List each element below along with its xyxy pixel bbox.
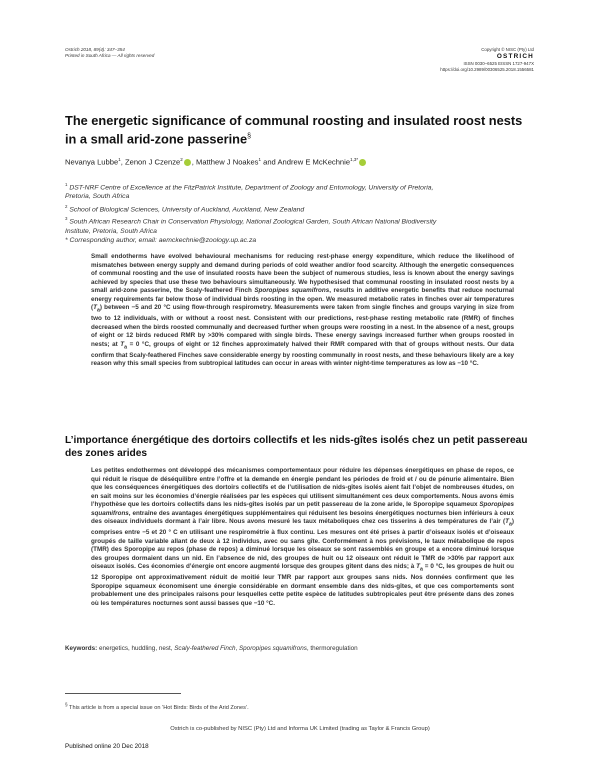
keywords-label: Keywords: [65, 645, 98, 652]
french-title: L’importance énergétique des dortoirs collectifs et les nids-gîtes isolés chez un petit passereau des zones arides [65, 435, 528, 459]
temp-symbol: T [416, 563, 420, 571]
abstract-text: = 0 °C, groups of eight or 12 finches approximately halved their RMR compared with that of groups without nests. Our data confirm that Scaly-feathered Finches save considerable energy by roosting communally in roost nests, and these behaviours likely are a key reason why this small species from subtropical latitudes can occur in areas with winter night-time temperatures as low as −10 °C. [91, 340, 514, 368]
author-name: Zenon J Czenze [124, 157, 181, 167]
affiliation-line [65, 227, 537, 236]
abstract-text: Small endotherms have evolved behavioural mechanisms for reducing rest-phase energy expenditure, which reduce the likelihood of mismatches between energy supply and demand during periods of cold weather and/or food scarcity. Although the energetic consequences of communal roosting and the use of insulated roosts have been the subject of numerous studies, less is known about the energy savings achieved by species that use these two behaviours simultaneously. We hypothesised that communal roosting in insulated roost nests by a small arid-zone passerine, the Scaly-feathered Finch [91, 253, 514, 295]
keywords [65, 645, 535, 652]
author-affil-sup: 1 [118, 157, 121, 162]
orcid-icon[interactable] [359, 159, 366, 166]
keyword-italic: Scaly-feathered Finch [174, 645, 236, 652]
abstract-text: ) between −5 and 20 °C using flow-through respirometry. Measurements were taken from single finches and groups varying in size from two to 12 individuals, with or without a roost nest. Consistent with our predictions, rest-phase resting metabolic rate (RMR) of finches decreased when the birds roosted communally and decreased further when groups were roosting in a nest. In the absence of a nest, groups of eight or 12 birds reduced RMR by >30% compared with single birds. These energy savings increased further when groups roosted in nests; at [91, 304, 514, 348]
keyword-italic: Sporopipes squamifrons [238, 645, 307, 652]
author-list [65, 157, 367, 167]
printed-line: Printed in South Africa — All rights reserved [65, 53, 155, 59]
author-affil-sup: 1 [258, 157, 261, 162]
author-name: Matthew J Noakes [196, 157, 259, 167]
temp-symbol: T [120, 340, 125, 348]
journal-citation-block [65, 47, 154, 60]
author-name: Nevanya Lubbe [65, 157, 119, 167]
journal-info-block [440, 47, 534, 74]
published-online: Published online 20 Dec 2018 [65, 743, 149, 750]
affiliation-line [65, 202, 537, 214]
footnote-text: This article is from a special issue on ‘Hot Birds: Birds of the Arid Zones’. [67, 704, 249, 711]
citation-line: Ostrich 2018, 89(4): 347–354 [65, 47, 125, 52]
author-and: and [260, 157, 278, 167]
affiliation-sup: 2 [65, 203, 68, 209]
title-line-2 [65, 129, 535, 147]
affiliations [65, 180, 537, 245]
resume-text: ) comprises entre −5 et 20 ° C en utilisant une respirométrie à flux continu. Les mesures ont été prises à partir d’oiseaux isolés et d’oiseaux groupés de taille variable allant de deux à 12 individus, avec ou sans gîte. Conformément à nos prévisions, le taux métabolique de repos (TMR) des Sporopipe au repos (phase de repos) a diminué lorsque les oiseaux se sont rassemblés en groupe et a encore diminué lorsque des groupes dormaient dans un nid. En l’absence de nid, des groupes de huit ou 12 oiseaux ont réduit le TMR de >30% par rapport aux oiseaux isolés. Ces économies d’énergie ont encore augmenté lorsque des groupes gîtent dans des nids; à [91, 518, 514, 571]
affiliation-text: Pretoria, South Africa [65, 193, 130, 201]
species-name: Sporopipes squamifrons [254, 287, 330, 295]
affiliation-text: DST-NRF Centre of Excellence at the FitzPatrick Institute, Department of Zoology and Entomology, University of Pretoria, [69, 184, 434, 192]
footnote [65, 702, 249, 711]
abstract [91, 253, 514, 369]
affiliation-sup: 1 [65, 182, 68, 187]
keywords-text: energetics, huddling, nest, [97, 645, 175, 652]
resume-text: , entraîne des avantages énergétiques supplémentaires qui réduisent les besoins énergétiques nocturnes bien inférieurs à ceux des oiseaux individuels dormant à l’air libre. Nous avons mesuré les taux métaboliques chez ces tisserins à des températures de l’air ( [91, 509, 514, 526]
corresponding-author-text[interactable]: * Corresponding author, email: aemckechnie@zoology.up.ac.za [65, 236, 257, 244]
article-title [65, 113, 535, 147]
doi-link[interactable]: https://doi.org/10.2989/00306525.2018.1556581 [440, 67, 534, 73]
affiliation-sup: 3 [65, 216, 68, 222]
temp-symbol: T [505, 518, 509, 526]
orcid-icon[interactable] [184, 159, 191, 166]
resume-text: Les petites endothermes ont développé des mécanismes comportementaux pour réduire les dépenses énergétiques en phase de repos, ce qui réduit le risque de déséquilibre entre l’offre et la demande en énergie pendant les périodes de froid et / ou de pénurie alimentaire. Bien que les conséquences énergétiques des dortoirs collectifs et de l’utilisation de nids-gîtes isolés aient fait l’objet de nombreuses études, on en sait moins sur les économies d’énergie réalisées par les espèces qui utilisent simultanément ces deux comportements. Nous avons émis l’hypothèse que les dortoirs collectifs dans les nids-gîtes isolés par un petit passereau de la zone aride, le Sporopipe squameux [91, 467, 514, 509]
corresponding-author [65, 236, 537, 245]
title-line-2-text: in a small arid-zone passerine [65, 131, 248, 147]
species-name: Sporopipes squamifrons [91, 501, 514, 517]
copyright-line: Copyright © NISC (Pty) Ltd [481, 47, 534, 52]
temp-subscript: a [124, 343, 128, 350]
copublisher-note: Ostrich is co-published by NISC (Pty) Ltd and Informa UK Limited (trading as Taylor & Francis Group) [170, 726, 430, 732]
affiliation-line [65, 214, 537, 226]
affiliation-line [65, 180, 537, 192]
affiliation-text: School of Biological Sciences, University of Auckland, Auckland, New Zealand [69, 205, 305, 213]
temp-subscript: a [96, 307, 100, 314]
title-footnote-mark[interactable]: § [247, 133, 251, 140]
temp-symbol: T [93, 304, 97, 312]
affiliation-line [65, 192, 537, 201]
author-separator: , [120, 157, 125, 167]
abstract-text: , results in additive energetic benefits that reduce nocturnal energy requirements far below those of individual birds roosting in the open. We measured metabolic rates in finches over air temperatures ( [91, 287, 514, 312]
author-affil-sup: 2 [180, 157, 183, 162]
affiliation-text: South African Research Chair in Conservation Physiology, National Zoological Garden, South African National Biodiversity [69, 218, 437, 226]
temp-subscript: a [508, 521, 512, 528]
footnote-divider [65, 693, 181, 694]
footnote-mark: § [65, 702, 68, 707]
french-abstract [91, 467, 514, 608]
keywords-text: , [235, 645, 239, 652]
author-separator: , [191, 157, 196, 167]
author-name: Andrew E McKechnie [277, 157, 351, 167]
resume-text: = 0 °C, les groupes de huit ou 12 Sporopipe ont approximativement réduit de moitié leur TMR par rapport aux groupes sans nids. Nos données confirment que les Sporopipe squameux économisent une énergie considérable en dormant ensemble dans des nids-gîtes, et que ces comportements sont probablement une des principales raisons pour lesquelles cette petite espèce de latitudes subtropicales peut être présente dans des zones où les températures nocturnes sont aussi basses que −10 °C. [91, 563, 514, 607]
journal-name: OSTRICH [496, 52, 534, 60]
title-line-1: The energetic significance of communal roosting and insulated roost nests [65, 113, 523, 128]
temp-subscript: a [420, 566, 423, 573]
issn-line: ISSN 0030–6525 EISSN 1727-947X [463, 60, 534, 66]
author-affil-sup: 1,3* [350, 157, 359, 162]
keywords-text: , thermoregulation [306, 645, 358, 652]
affiliation-text: Institute, Pretoria, South Africa [65, 227, 157, 235]
